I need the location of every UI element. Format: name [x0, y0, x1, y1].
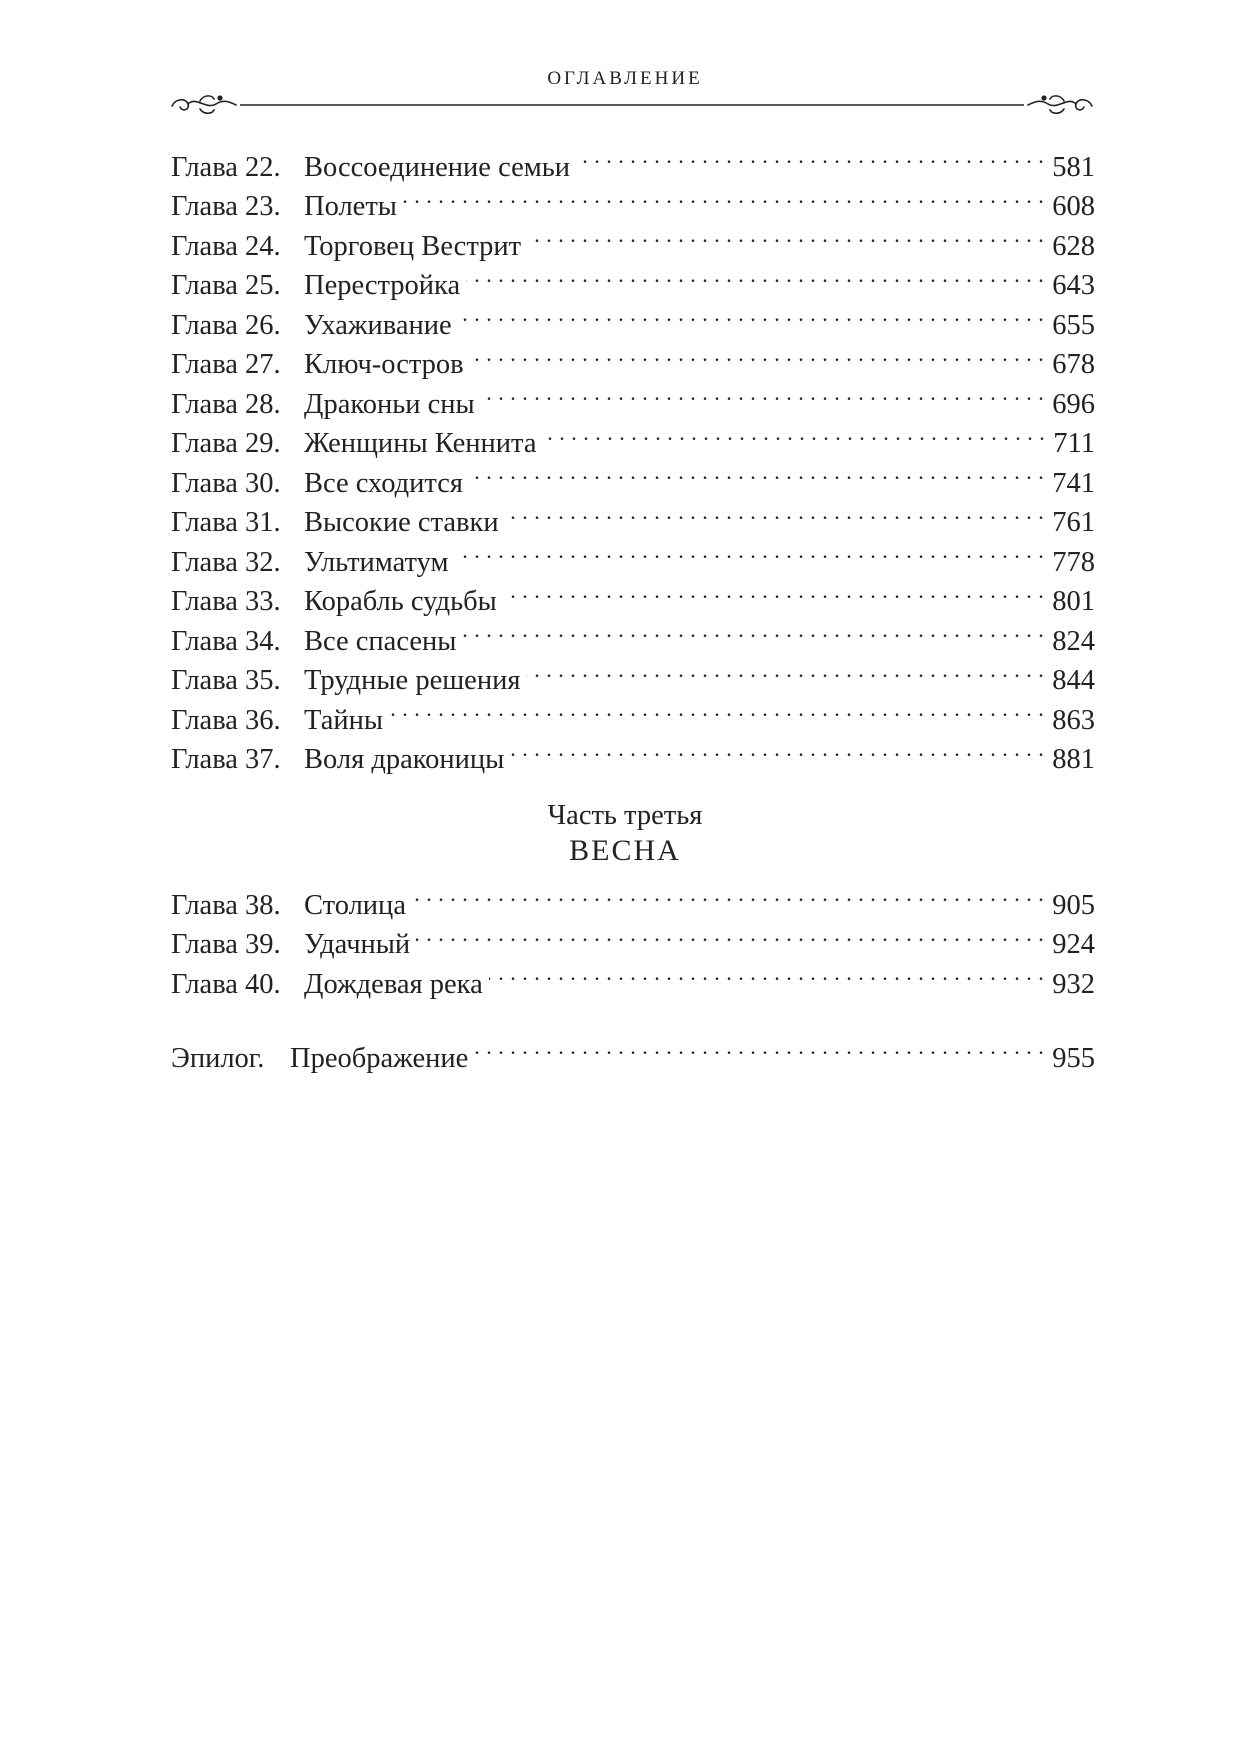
chapter-title: Удачный [304, 929, 411, 960]
page-number: 924 [1052, 929, 1095, 960]
toc-list-part-two [171, 136, 1095, 775]
dot-leader [489, 953, 1044, 993]
chapter-title: Все сходится [304, 467, 463, 499]
page-number: 741 [1052, 467, 1095, 499]
toc-epilogue [171, 1027, 1095, 1074]
chapter-title: Дождевая река [304, 968, 483, 1000]
chapter-label: Глава 40. [171, 968, 281, 1000]
chapter-title: Ключ-остров [304, 349, 464, 380]
chapter-title: Перестройка [304, 270, 461, 301]
dot-leader [455, 531, 1045, 571]
chapter-title: Ухаживание [304, 309, 452, 341]
page-number: 778 [1052, 546, 1095, 578]
dot-leader [412, 874, 1044, 914]
page-number: 761 [1052, 507, 1095, 538]
page-number: 655 [1052, 309, 1095, 341]
dot-leader [505, 492, 1045, 532]
ornamental-header-rule [170, 92, 1094, 118]
chapter-label: Глава 37. [171, 744, 281, 775]
chapter-label: Глава 23. [171, 191, 281, 222]
chapter-title: Полеты [304, 191, 397, 222]
page-number: 678 [1052, 349, 1095, 380]
dot-leader [543, 413, 1046, 453]
page-number: 844 [1052, 665, 1095, 696]
toc-entry[interactable] [171, 136, 1095, 183]
page-number: 863 [1052, 704, 1095, 736]
dot-leader [466, 255, 1044, 295]
chapter-label: Глава 33. [171, 586, 281, 617]
chapter-title: Корабль судьбы [304, 586, 497, 617]
chapter-label: Глава 31. [171, 507, 281, 538]
running-header-title: ОГЛАВЛЕНИЕ [547, 68, 703, 89]
chapter-label: Глава 38. [171, 889, 281, 921]
right-flourish-icon [1028, 96, 1092, 113]
dot-leader [474, 1027, 1044, 1067]
chapter-label: Глава 26. [171, 309, 281, 341]
epilogue-title: Преображение [290, 1042, 469, 1074]
dot-leader [510, 729, 1044, 769]
chapter-label: Глава 22. [171, 151, 281, 183]
chapter-title: Все спасены [304, 625, 457, 657]
page-number: 581 [1052, 151, 1095, 183]
page-number: 628 [1052, 230, 1095, 262]
dot-leader [389, 689, 1044, 729]
toc-list-part-three [171, 874, 1095, 1000]
page-number: 696 [1052, 388, 1095, 420]
dot-leader [526, 650, 1044, 690]
page-number: 905 [1052, 889, 1095, 921]
part-three-title: ВЕСНА [569, 834, 681, 867]
dot-leader [527, 215, 1044, 255]
dot-leader [470, 334, 1045, 374]
dot-leader [576, 136, 1044, 176]
dot-leader [462, 610, 1044, 650]
page-number: 881 [1052, 744, 1095, 775]
page-number: 801 [1052, 586, 1095, 617]
chapter-label: Глава 39. [171, 929, 281, 960]
page-number: 608 [1052, 191, 1095, 222]
chapter-label: Глава 25. [171, 270, 281, 301]
page-number: 643 [1052, 270, 1095, 301]
dot-leader [469, 452, 1044, 492]
dot-leader [481, 373, 1045, 413]
chapter-title: Столица [304, 889, 406, 921]
chapter-label: Глава 27. [171, 349, 281, 380]
chapter-label: Глава 30. [171, 467, 281, 499]
chapter-label: Глава 29. [171, 428, 281, 459]
toc-entry-epilogue[interactable] [171, 1027, 1095, 1074]
left-flourish-icon [172, 96, 236, 113]
epilogue-label: Эпилог. [171, 1042, 265, 1074]
dot-leader [403, 176, 1044, 216]
page-number: 932 [1052, 968, 1095, 1000]
dot-leader [416, 914, 1044, 954]
page-number: 711 [1053, 428, 1095, 459]
page-number: 824 [1052, 625, 1095, 657]
chapter-title: Трудные решения [304, 665, 521, 696]
dot-leader [458, 294, 1045, 334]
page-number: 955 [1052, 1042, 1095, 1074]
chapter-title: Ультиматум [304, 546, 449, 578]
chapter-label: Глава 36. [171, 704, 281, 736]
chapter-title: Воля драконицы [304, 744, 505, 775]
chapter-title: Воссоединение семьи [304, 151, 571, 183]
chapter-title: Женщины Кеннита [304, 428, 537, 459]
chapter-title: Тайны [304, 704, 384, 736]
chapter-title: Драконьи сны [304, 388, 475, 420]
chapter-label: Глава 32. [171, 546, 281, 578]
chapter-title: Высокие ставки [304, 507, 499, 538]
chapter-label: Глава 34. [171, 625, 281, 657]
part-three-number: Часть третья [547, 800, 703, 831]
chapter-label: Глава 28. [171, 388, 281, 420]
toc-entry[interactable] [171, 874, 1095, 921]
chapter-title: Торговец Вестрит [304, 230, 522, 262]
dot-leader [503, 571, 1044, 611]
chapter-label: Глава 35. [171, 665, 281, 696]
chapter-label: Глава 24. [171, 230, 281, 262]
